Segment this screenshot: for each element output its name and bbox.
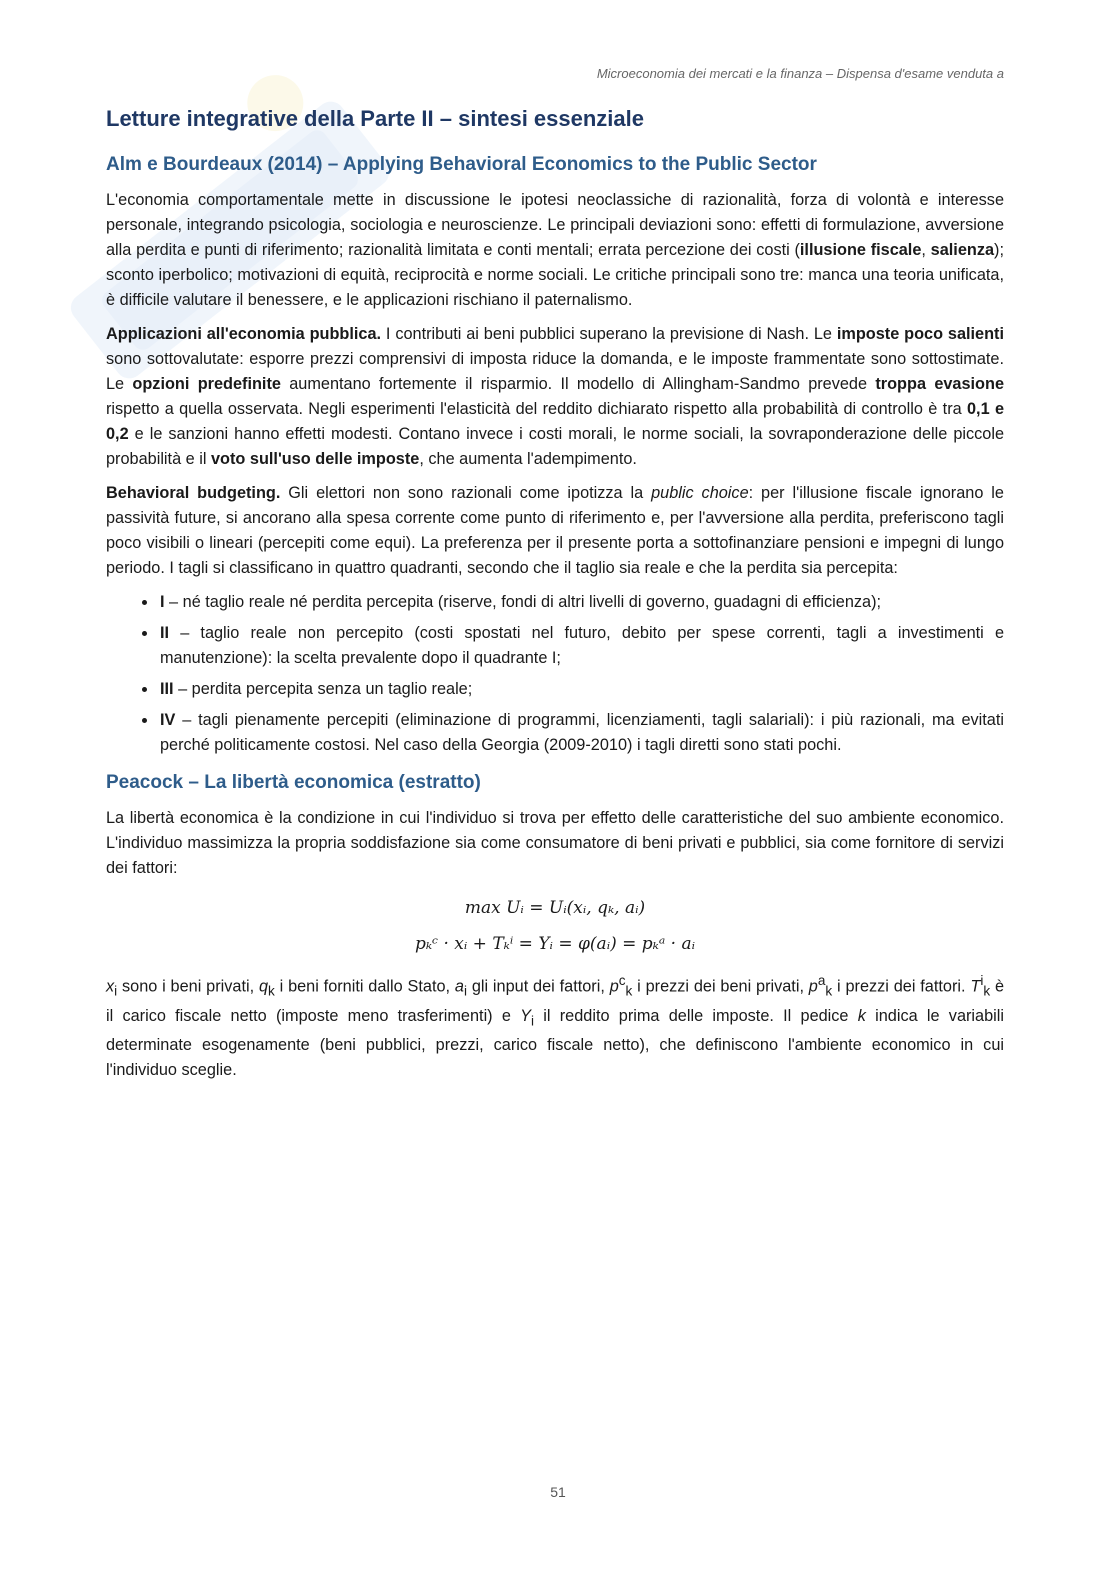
formula-utility: max Uᵢ = Uᵢ(xᵢ, qₖ, aᵢ) xyxy=(464,898,646,918)
list-item: • IV – tagli pienamente percepiti (eliminazione di programmi, licenziamenti, tagli salariali): i più razionali, ma evitati perché politicamente costosi. Nel caso della Georgia (2009-2010) i tagli diretti sono stati pochi. xyxy=(158,708,1004,758)
section-heading-peacock: Peacock – La libertà economica (estratto) xyxy=(106,772,481,793)
running-header: Microeconomia dei mercati e la finanza – Dispensa d'esame venduta a xyxy=(596,66,1004,81)
list-item: • III – perdita percepita senza un taglio reale; xyxy=(158,677,1004,702)
paragraph-applicazioni: Applicazioni all'economia pubblica. I contributi ai beni pubblici superano la previsione di Nash. Le imposte poco salienti sono sottovalutate: esporre prezzi comprensivi di imposta riduce la domanda, e le imposte frammentate sono sottostimate. Le opzioni predefinite aumentano fortemente il risparmio. Il modello di Allingham-Sandmo prevede troppa evasione rispetto a quella osservata. Negli esperimenti l'elasticità del reddito dichiarato rispetto alla probabilità di controllo è tra 0,1 e 0,2 e le sanzioni hanno effetti modesti. Contano invece i costi morali, le norme sociali, la sovraponderazione delle piccole probabilità e il voto sull'uso delle imposte, che aumenta l'adempimento. xyxy=(106,325,1005,468)
formula-budget: pₖᶜ · xᵢ + Tₖⁱ = Yᵢ = φ(aᵢ) = pₖᵃ · aᵢ xyxy=(414,934,696,954)
page-title: Letture integrative della Parte II – sintesi essenziale xyxy=(106,106,645,131)
page-content xyxy=(106,104,1004,1092)
paragraph-behavioral-budgeting: Behavioral budgeting. Gli elettori non sono razionali come ipotizza la public choice: per l'illusione fiscale ignorano le passività future, si ancorano alla spesa corrente come punto di riferimento e, per l'avversione alla perdita, preferiscono tagli poco visibili o lineari (percepiti come equi). La preferenza per il presente porta a sottofinanziare pensioni e impegni di lungo periodo. I tagli si classificano in quattro quadranti, secondo che il taglio sia reale e che la perdita sia percepita: xyxy=(106,484,1004,577)
paragraph-liberta: La libertà economica è la condizione in cui l'individuo si trova per effetto delle caratteristiche del suo ambiente economico. L'individuo massimizza la propria soddisfazione sia come consumatore di beni privati e pubblici, sia come fornitore di servizi dei fattori: xyxy=(106,809,1004,877)
page-number: 51 xyxy=(550,1484,566,1500)
paragraph-variables: $x_i$ sono i beni privati, $q_k$ i beni forniti dallo Stato, $a_i$ gli input dei fattori, $p^c_k$ i prezzi dei beni privati, $p^a_k$ i prezzi dei fattori. $T^i_k$ è il carico fiscale netto (imposte meno trasferimenti) e $Y_i$ il reddito prima delle imposte. Il pedice k indica le variabili determinate esogenamente (beni pubblici, prezzi, carico fiscale netto), che definiscono l'ambiente economico in cui l'individuo sceglie. xyxy=(106,973,1005,1079)
quadrant-list xyxy=(106,590,1004,758)
list-item: • I – né taglio reale né perdita percepita (riserve, fondi di altri livelli di governo, guadagni di efficienza); xyxy=(158,590,1004,615)
paragraph-intro: L'economia comportamentale mette in discussione le ipotesi neoclassiche di razionalità, forza di volontà e interesse personale, integrando psicologia, sociologia e neuroscienze. Le principali deviazioni sono: effetti di formulazione, avversione alla perdita e punti di riferimento; razionalità limitata e conti mentali; errata percezione dei costi (illusione fiscale, salienza); sconto iperbolico; motivazioni di equità, reciprocità e norme sociali. Le critiche principali sono tre: manca una teoria unificata, è difficile valutare il benessere, e le applicazioni rischiano il paternalismo. xyxy=(106,191,1004,309)
list-item: • II – taglio reale non percepito (costi spostati nel futuro, debito per spese correnti, tagli a investimenti e manutenzione): la scelta prevalente dopo il quadrante I; xyxy=(158,621,1004,671)
section-heading-alm-bourdeaux: Alm e Bourdeaux (2014) – Applying Behavioral Economics to the Public Sector xyxy=(106,154,817,175)
